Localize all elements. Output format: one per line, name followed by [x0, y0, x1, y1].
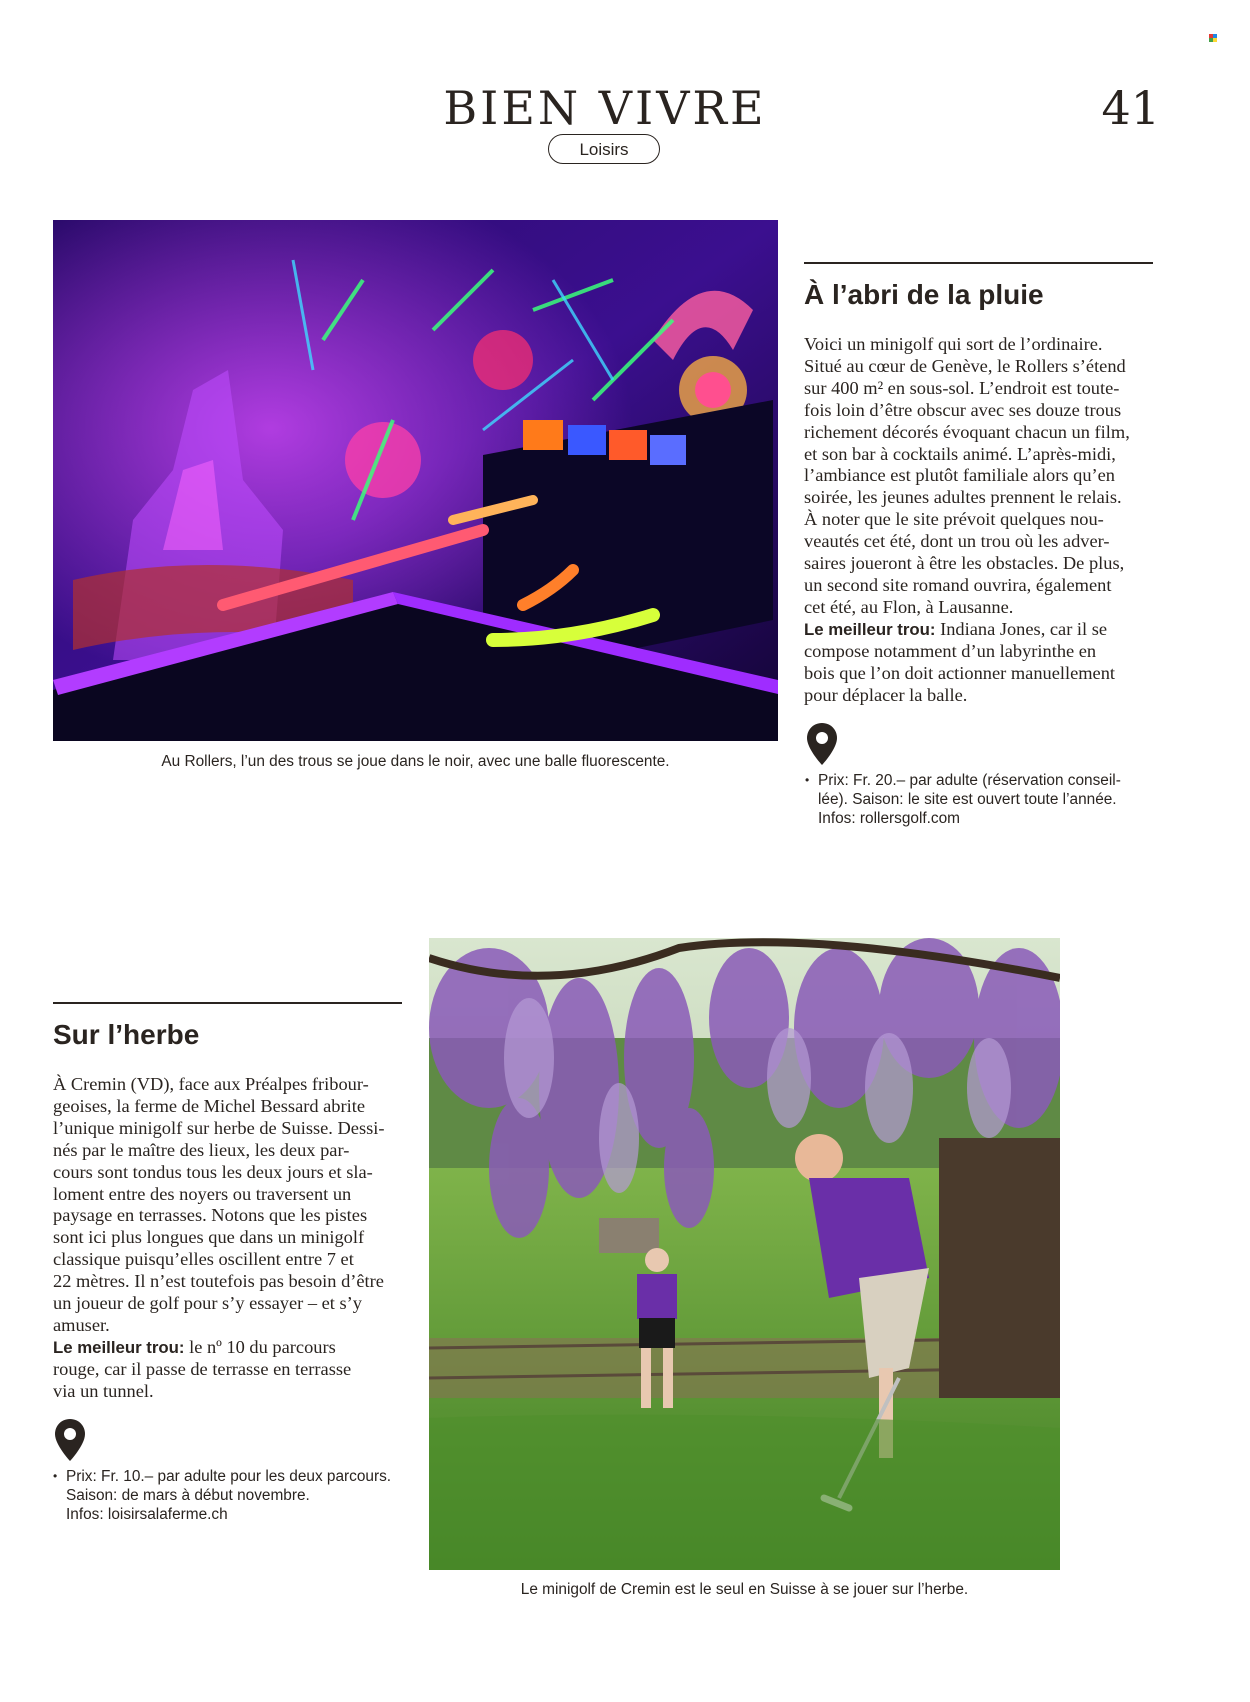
location-pin-icon — [805, 722, 839, 766]
body-line: l’unique minigolf sur herbe de Suisse. Dessi- — [53, 1117, 385, 1138]
cremin-photo-caption: Le minigolf de Cremin est le seul en Suisse à se jouer sur l’herbe. — [520, 1581, 969, 1598]
rollers-photo-caption: Au Rollers, l’un des trous se joue dans le noir, avec une balle fluorescente. — [161, 753, 670, 770]
body-line: geoises, la ferme de Michel Bessard abrite — [53, 1095, 366, 1116]
cremin-minigolf-photo — [429, 938, 1060, 1570]
body-line: classique puisqu’elles oscillent entre 7 et — [53, 1249, 354, 1270]
info-season: lée). Saison: le site est ouvert toute l’année. — [818, 791, 1117, 808]
magazine-section-title: BIEN VIVRE — [443, 81, 767, 135]
article2-body — [53, 1074, 413, 1403]
body-line: fois loin d’être obscur avec ses douze trous — [804, 399, 1122, 420]
article2-heading: Sur l’herbe — [53, 1019, 200, 1050]
body-line: soirée, les jeunes adultes prennent le relais. — [804, 487, 1122, 508]
location-pin-icon — [53, 1418, 87, 1462]
article1-info — [805, 771, 1155, 828]
best-hole-label: Le meilleur trou: — [804, 619, 936, 639]
body-line: sur 400 m² en sous-sol. L’endroit est toute- — [804, 377, 1120, 398]
body-line: compose notamment d’un labyrinthe en — [804, 640, 1097, 661]
info-bullet: • — [805, 773, 810, 787]
body-line: paysage en terrasses. Notons que les pistes — [53, 1205, 368, 1226]
body-line: cet été, au Flon, à Lausanne. — [804, 596, 1014, 617]
section-rule-article2 — [53, 1002, 402, 1004]
section-rule-article1 — [804, 262, 1153, 264]
body-line: veautés cet été, dont un trou où les adver- — [804, 531, 1110, 552]
body-line: cours sont tondus tous les deux jours et sla- — [53, 1161, 373, 1182]
body-line: 22 mètres. Il n’est toutefois pas besoin d’être — [53, 1271, 384, 1292]
info-price: Prix: Fr. 10.– par adulte pour les deux parcours. — [66, 1468, 392, 1485]
body-line: amuser. — [53, 1314, 110, 1335]
body-line: Indiana Jones, car il se — [935, 618, 1108, 639]
body-line: bois que l’on doit actionner manuellement — [804, 662, 1116, 683]
body-line: rouge, car il passe de terrasse en terrasse — [53, 1358, 352, 1379]
article1-body — [804, 334, 1164, 706]
info-price: Prix: Fr. 20.– par adulte (réservation conseil- — [818, 772, 1121, 789]
body-line: saires joueront à être les obstacles. De plus, — [804, 553, 1125, 574]
body-line: l’ambiance est plutôt familiale alors qu’en — [804, 465, 1115, 486]
body-line: le nº 10 du parcours — [184, 1336, 336, 1357]
info-season: Saison: de mars à début novembre. — [66, 1487, 310, 1504]
body-line: nés par le maître des lieux, les deux par- — [53, 1139, 350, 1160]
body-line: loment entre des noyers ou traversent un — [53, 1183, 352, 1204]
article1-heading: À l’abri de la pluie — [804, 279, 1044, 310]
body-line: et son bar à cocktails animé. L’après-midi, — [804, 443, 1116, 464]
body-line: À Cremin (VD), face aux Préalpes fribour- — [53, 1074, 369, 1094]
body-line: sont ici plus longues que dans un minigolf — [53, 1227, 365, 1248]
rollers-minigolf-photo — [53, 220, 778, 741]
body-line: Situé au cœur de Genève, le Rollers s’étend — [804, 355, 1126, 376]
body-line: Voici un minigolf qui sort de l’ordinaire. — [804, 334, 1103, 354]
info-bullet: • — [53, 1469, 58, 1483]
info-website[interactable]: Infos: loisirsalaferme.ch — [66, 1506, 228, 1523]
body-line: via un tunnel. — [53, 1380, 154, 1401]
body-line: un joueur de golf pour s’y essayer – et s’y — [53, 1293, 362, 1314]
body-line: À noter que le site prévoit quelques nou- — [804, 509, 1104, 530]
body-line: richement décorés évoquant chacun un film, — [804, 421, 1130, 442]
best-hole-label: Le meilleur trou: — [53, 1337, 185, 1357]
article2-info — [53, 1467, 423, 1524]
corner-color-mark — [1209, 34, 1217, 42]
page-number: 41 — [1101, 81, 1160, 135]
body-line: un second site romand ouvrira, également — [804, 574, 1112, 595]
info-website[interactable]: Infos: rollersgolf.com — [818, 810, 960, 827]
body-line: pour déplacer la balle. — [804, 684, 968, 705]
section-badge: Loisirs — [548, 134, 660, 164]
